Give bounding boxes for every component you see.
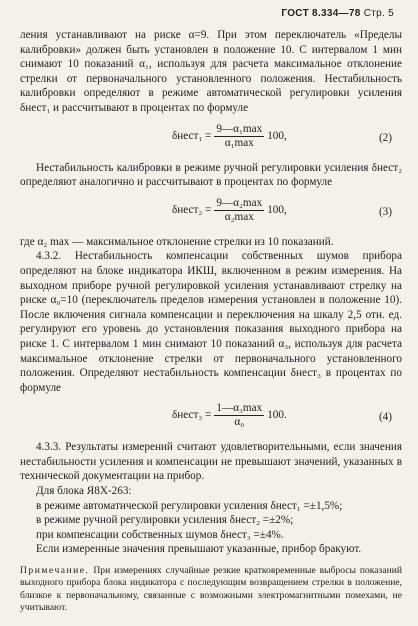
list-item: при компенсации собственных шумов δнест₃ =±4%. <box>36 528 284 541</box>
page-header <box>281 8 394 19</box>
list-item: в режиме ручной регулировки усиления δнест₂ =±2%; <box>36 514 294 527</box>
page-content <box>20 28 402 615</box>
fraction <box>214 402 264 429</box>
page-number: Стр. 5 <box>363 8 394 19</box>
note <box>20 565 402 615</box>
fraction <box>214 123 264 150</box>
formula-lhs: δнест₁ = <box>172 129 212 142</box>
formula-number: (3) <box>378 205 392 218</box>
fraction-denominator: α₀ <box>234 416 245 429</box>
formula-number: (2) <box>378 131 392 144</box>
fraction <box>214 197 264 224</box>
gost-number: ГОСТ 8.334—78 <box>281 8 361 19</box>
list-item: в режиме автоматической регулировки усиления δнест₁ =±1,5%; <box>36 499 343 512</box>
paragraph-1: ления устанавливают на риске α=9. При этом переключатель «Пределы калибровки» должен быть установлен в положение 10. С интервалом 1 мин снимают 10 показаний α₁, используя для расчета максимальное отклонение стрелки от первоначального установленного положения. Нестабильность калибровки определяют в режиме автоматической регулировки усиления δнест₁ и рассчитывают в процентах по формуле <box>20 29 402 114</box>
list-tail: Если измеренные значения превышают указанные, прибор бракуют. <box>36 543 362 556</box>
paragraph-3: где α₂ max — максимальное отклонение стрелки из 10 показаний. <box>20 235 334 248</box>
fraction-numerator: 9—α₁max <box>216 122 263 135</box>
formula-tail: 100, <box>267 203 287 216</box>
formula-tail: 100. <box>267 409 287 422</box>
fraction-denominator: α₂max <box>224 210 254 223</box>
paragraph-5: 4.3.3. Результаты измерений считают удовлетворительными, если значения нестабильности усиления и компенсации не превышают значений, указанных в технической документации на прибор. <box>20 441 402 483</box>
formula-body <box>172 197 287 224</box>
formula-3 <box>20 195 402 229</box>
note-lead: Примечание. <box>20 565 90 577</box>
tolerance-list <box>20 484 402 557</box>
note-text: При измерениях случайные резкие кратковременные выбросы показаний выходного прибора блока индикатора с последующим возвращением стрелки в положение, близкое к первоначальному, связанные с возможными электромагнитными помехами, не учитывают. <box>20 565 402 614</box>
formula-body <box>172 123 287 150</box>
fraction-numerator: 9—α₂max <box>216 196 263 209</box>
formula-2 <box>20 121 402 155</box>
fraction-numerator: 1—α₃max <box>216 402 263 415</box>
formula-lhs: δнест₂ = <box>172 203 212 216</box>
formula-tail: 100, <box>267 129 287 142</box>
list-title: Для блока Я8Х-263: <box>36 485 132 498</box>
formula-number: (4) <box>378 411 392 424</box>
fraction-denominator: α₁max <box>224 136 254 149</box>
formula-body <box>172 402 287 429</box>
formula-4 <box>20 400 402 434</box>
paragraph-4: 4.3.2. Нестабильность компенсации собственных шумов прибора определяют на блоке индикатора ИКШ, включенном в режим измерения. На выходном приборе ручной регулировкой усиления устанавливают стрелку на риске α₀=10 (переключатель пределов измерения установлен в положение 10). После включения сигнала компенсации и переключения на шкалу 2,5 отн. ед. регулируют его уровень до установления показания выходного прибора на риске 1. С интервалом 1 мин снимают 10 показаний α₃, используя для расчета максимальное отклонение стрелки от первоначального установленного положения. Определяют нестабильность компенсации δнест₃ в процентах по формуле <box>20 250 402 394</box>
formula-lhs: δнест₃ = <box>172 409 212 422</box>
paragraph-2: Нестабильность калибровки в режиме ручной регулировки усиления δнест₂ определяют аналогично и рассчитывают в процентах по формуле <box>20 161 402 189</box>
